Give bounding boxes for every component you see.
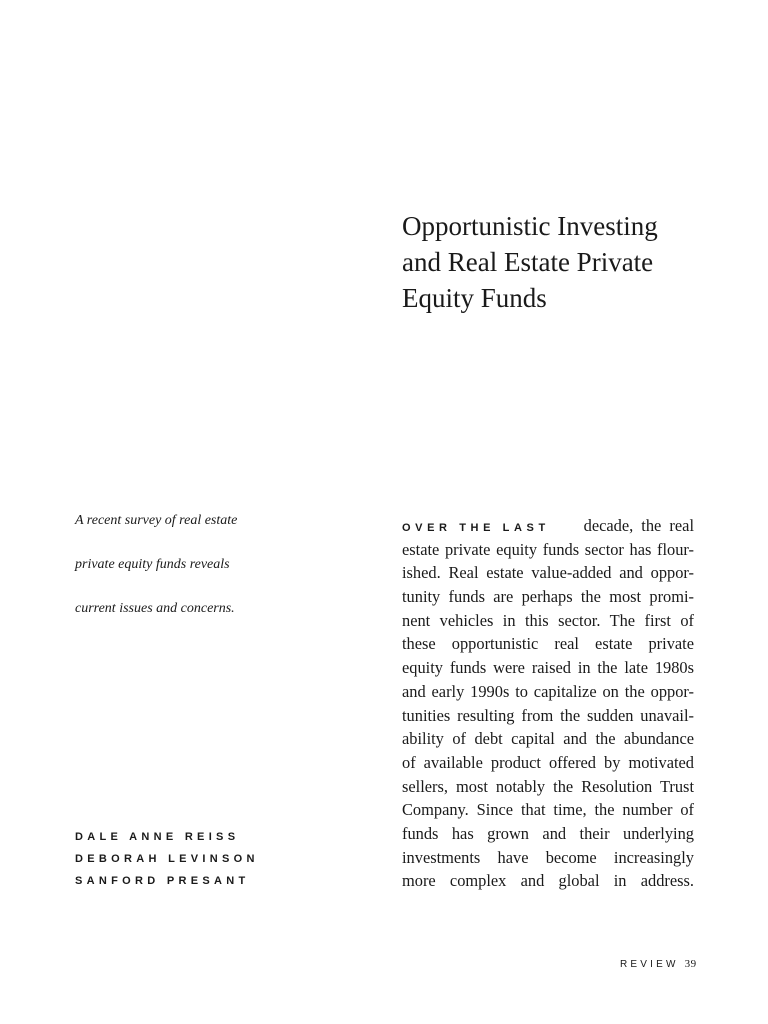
body-line: sellers, most notably the Resolution Trust <box>402 776 694 796</box>
body-line: more complex and global in address. <box>402 871 694 891</box>
lead-in: OVER THE LAST <box>402 522 550 534</box>
page-folio <box>620 958 697 970</box>
body-line: of available product offered by motivated <box>402 752 694 772</box>
deck-line: current issues and concerns. <box>75 601 235 616</box>
body-line: and early 1990s to capitalize on the oppor- <box>402 681 694 701</box>
body-line: estate private equity funds sector has flour- <box>402 539 695 559</box>
page-number: 39 <box>684 958 697 970</box>
title-line: and Real Estate Private <box>402 247 654 277</box>
title-line: Opportunistic Investing <box>402 211 658 241</box>
article-deck <box>75 510 325 642</box>
article-body <box>402 514 694 893</box>
body-line: investments have become increasingly <box>402 847 694 867</box>
body-line: ished. Real estate value-added and oppor- <box>402 563 695 583</box>
author-name: DALE ANNE REISS <box>75 831 240 843</box>
deck-line: A recent survey of real estate <box>75 513 238 528</box>
body-line: Company. Since that time, the number of <box>402 800 695 820</box>
body-line: tunities resulting from the sudden unavail- <box>402 705 694 725</box>
body-line: funds has grown and their underlying <box>402 823 695 843</box>
author-name: SANFORD PRESANT <box>75 875 250 887</box>
body-line: these opportunistic real estate private <box>402 634 694 654</box>
body-line: nent vehicles in this sector. The first of <box>402 610 694 630</box>
author-list <box>75 828 355 894</box>
body-line: ability of debt capital and the abundance <box>402 729 695 749</box>
body-first-line <box>402 514 694 538</box>
body-line: equity funds were raised in the late 1980s <box>402 658 694 678</box>
folio-label: REVIEW <box>620 959 679 970</box>
author-name: DEBORAH LEVINSON <box>75 853 259 865</box>
body-line: tunity funds are perhaps the most promi- <box>402 587 695 607</box>
deck-line: private equity funds reveals <box>75 557 230 572</box>
title-line: Equity Funds <box>402 283 547 313</box>
body-first-line-text: decade, the real <box>583 516 694 535</box>
article-title <box>402 208 702 316</box>
